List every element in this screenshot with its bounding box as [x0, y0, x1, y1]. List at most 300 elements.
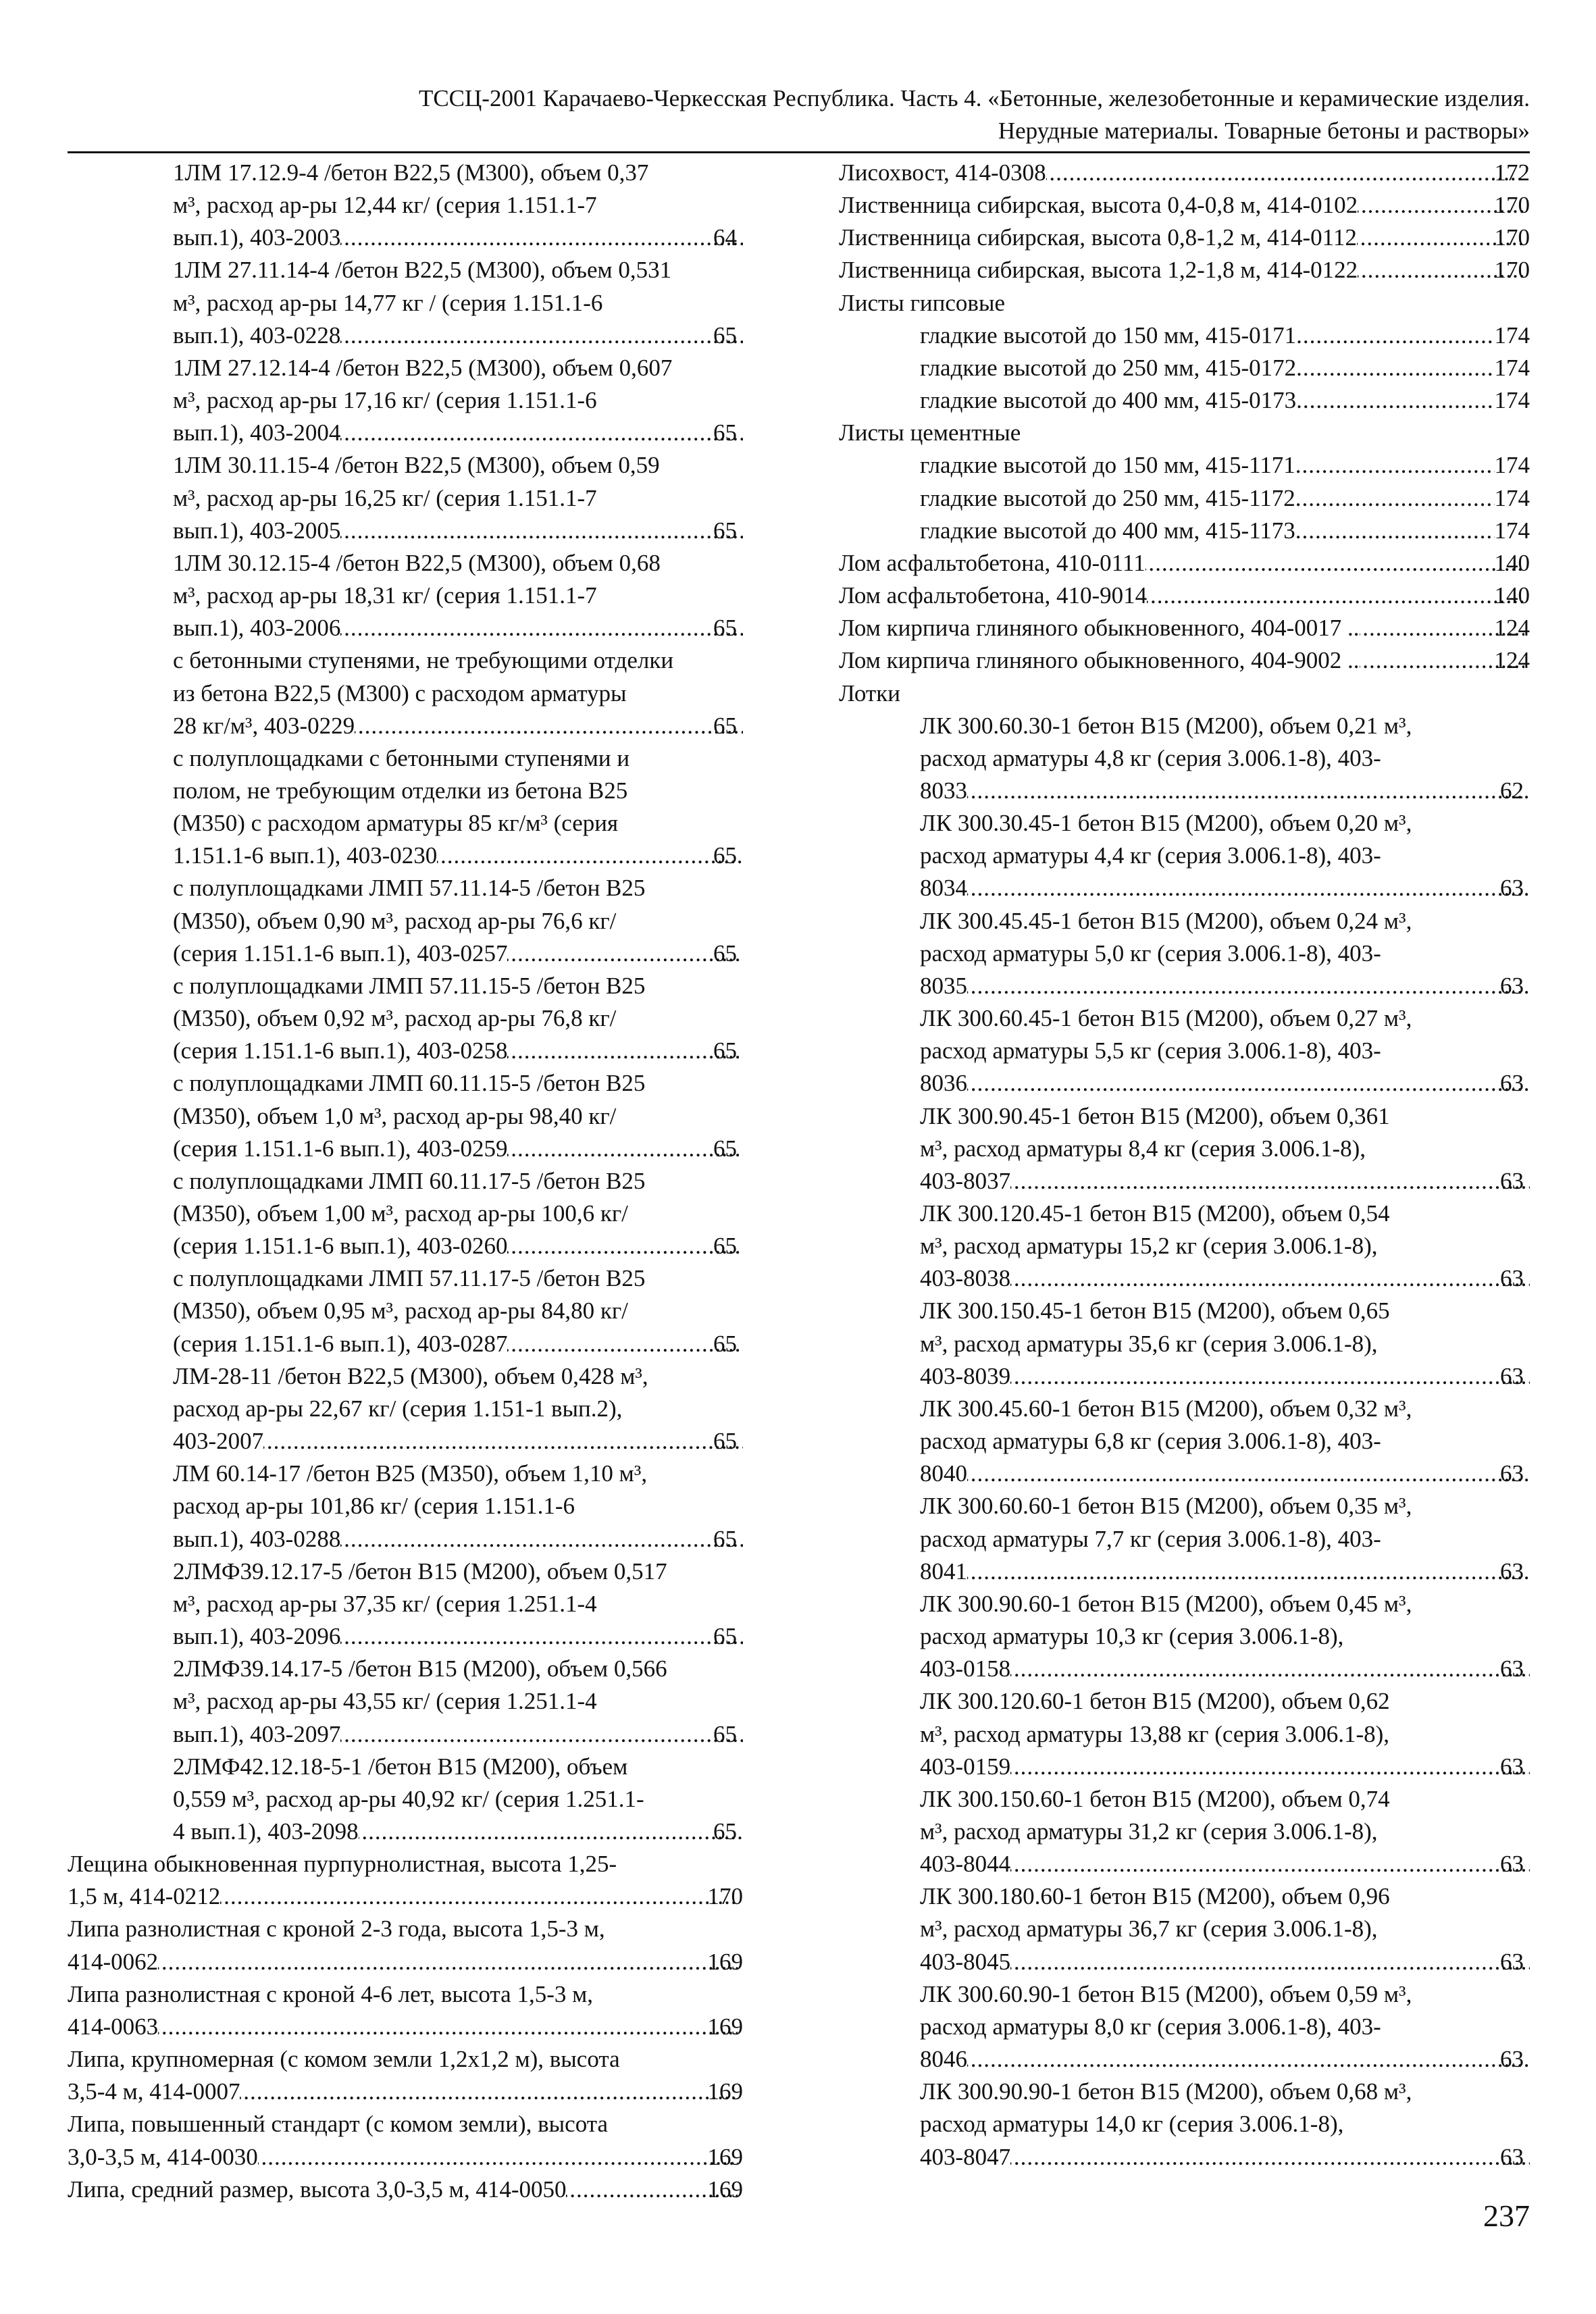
- entry-line: 1.151.1-6 вып.1), 403-0230 ..... 65: [203, 840, 743, 872]
- dot-leader: [1010, 1360, 1530, 1393]
- index-entry: [68, 254, 743, 351]
- entry-line: (серия 1.151.1-6 вып.1), 403-0257 ..... 65: [203, 937, 743, 970]
- entry-line: [920, 1393, 1530, 1425]
- index-entry: [839, 1100, 1530, 1198]
- entry-text: с полуплощадками ЛМП 57.11.17-5 /бетон В25: [173, 1265, 646, 1292]
- entry-line: [920, 1490, 1530, 1522]
- entry-line: [173, 905, 743, 937]
- entry-text: вып.1), 403-2097: [173, 1720, 341, 1747]
- entry-text: расход ар-ры 101,86 кг/ (серия 1.151.1-6: [173, 1493, 575, 1520]
- entry-line: [173, 970, 743, 1002]
- page-reference: 140: [1494, 582, 1530, 609]
- index-entry: [839, 1783, 1530, 1880]
- entry-line: [920, 1002, 1530, 1035]
- page-reference: 170: [1494, 257, 1530, 284]
- entry-text: 3,5-4 м, 414-0007: [68, 2078, 240, 2105]
- entry-line: [920, 742, 1530, 775]
- entry-line: [68, 2011, 743, 2043]
- index-entry: [68, 872, 743, 969]
- entry-line: [173, 189, 743, 222]
- entry-text: м³, расход ар-ры 18,31 кг/ (серия 1.151.1-7: [173, 582, 597, 609]
- entry-text: (М350), объем 0,95 м³, расход ар-ры 84,80 кг/: [173, 1297, 628, 1325]
- index-entry: [68, 352, 743, 449]
- entry-line: [839, 254, 1530, 286]
- entry-line: [920, 1035, 1530, 1067]
- entry-text: 403-8047: [920, 2143, 1011, 2170]
- entry-text: ЛК 300.60.45-1 бетон В15 (М200), объем 0,27 м³,: [920, 1005, 1412, 1032]
- entry-line: [173, 1198, 743, 1230]
- dot-leader: [340, 222, 743, 254]
- entry-text: ЛК 300.45.60-1 бетон В15 (М200), объем 0,32 м³,: [920, 1395, 1412, 1422]
- entry-line: [920, 1816, 1530, 1848]
- page-reference: 174: [1494, 517, 1530, 544]
- entry-line: [920, 1328, 1530, 1360]
- entry-text: с полуплощадками ЛМП 57.11.14-5 /бетон В25: [173, 875, 646, 902]
- entry-line: [839, 157, 1530, 189]
- entry-text: м³, расход арматуры 15,2 кг (серия 3.006.1-8),: [920, 1233, 1378, 1260]
- entry-text: ЛМ-28-11 /бетон В22,5 (М300), объем 0,428 м³,: [173, 1362, 648, 1389]
- header-rule: [68, 151, 1530, 153]
- entry-text: из бетона В22,5 (М300) с расходом арматуры: [173, 679, 627, 706]
- entry-text: ЛК 300.45.45-1 бетон В15 (М200), объем 0,24 м³,: [920, 907, 1412, 934]
- entry-text: 0,559 м³, расход ар-ры 40,92 кг/ (серия 1.251.1-: [173, 1785, 644, 1812]
- entry-line: [920, 384, 1530, 417]
- entry-line: [173, 807, 743, 840]
- entry-text: расход арматуры 14,0 кг (серия 3.006.1-8),: [920, 2111, 1344, 2138]
- entry-line: 403-8039 ..... 63: [950, 1360, 1530, 1393]
- dot-leader: [340, 1620, 743, 1653]
- dot-leader: [1296, 319, 1494, 352]
- entry-line: [173, 1588, 743, 1620]
- index-entry: [68, 1848, 743, 1913]
- page-reference: 174: [1494, 322, 1530, 349]
- index-entry: [839, 580, 1530, 612]
- entry-text: расход арматуры 5,0 кг (серия 3.006.1-8), 403-: [920, 940, 1381, 967]
- entry-line: (серия 1.151.1-6 вып.1), 403-0287 ..... 65: [203, 1328, 743, 1360]
- entry-line: 8034 ..... 63: [950, 872, 1530, 904]
- index-entry: [68, 1555, 743, 1653]
- entry-text: м³, расход ар-ры 43,55 кг/ (серия 1.251.1-4: [173, 1688, 597, 1715]
- entry-text: расход арматуры 4,4 кг (серия 3.006.1-8), 403-: [920, 842, 1381, 869]
- dot-leader: [359, 1816, 743, 1848]
- entry-text: м³, расход арматуры 8,4 кг (серия 3.006.1-8),: [920, 1135, 1366, 1162]
- entry-text: ЛК 300.90.60-1 бетон В15 (М200), объем 0,45 м³,: [920, 1590, 1412, 1617]
- entry-line: [839, 189, 1530, 222]
- entry-text: 403-0158: [920, 1655, 1011, 1682]
- entry-text: 414-0063: [68, 2013, 159, 2040]
- index-column-right: [839, 157, 1530, 2174]
- index-entry: [839, 644, 1530, 677]
- entry-line: 4 вып.1), 403-2098 ..... 65: [203, 1816, 743, 1848]
- entry-text: 4 вып.1), 403-2098: [173, 1818, 359, 1845]
- entry-text: гладкие высотой до 250 мм, 415-1172: [920, 484, 1295, 511]
- entry-line: 8046 ..... 63: [950, 2043, 1530, 2076]
- dot-leader: [1295, 515, 1495, 547]
- entry-text: ЛК 300.150.60-1 бетон В15 (М200), объем 0,74: [920, 1785, 1390, 1812]
- dot-leader: [967, 1067, 1530, 1100]
- index-entry: [839, 352, 1530, 384]
- entry-line: [68, 1913, 743, 1945]
- dot-leader: [1010, 1653, 1530, 1685]
- entry-line: [173, 1653, 743, 1685]
- dot-leader: [1147, 580, 1524, 612]
- entry-line: [920, 1588, 1530, 1620]
- page-reference: 174: [1494, 387, 1530, 414]
- dot-leader: [507, 937, 743, 970]
- entry-line: [920, 1880, 1530, 1913]
- entry-line: [68, 1978, 743, 2011]
- index-entry: [68, 157, 743, 254]
- entry-text: расход арматуры 10,3 кг (серия 3.006.1-8),: [920, 1623, 1344, 1650]
- entry-text: 403-2007: [173, 1428, 264, 1455]
- entry-line: [920, 1295, 1530, 1327]
- entry-line: [173, 254, 743, 286]
- entry-line: [173, 1751, 743, 1783]
- entry-line: [920, 2011, 1530, 2043]
- index-entry: [68, 1165, 743, 1262]
- page-reference: 170: [1494, 224, 1530, 251]
- entry-line: [920, 905, 1530, 937]
- entry-text: 1,5 м, 414-0212: [68, 1883, 221, 1910]
- entry-line: [173, 1555, 743, 1588]
- entry-line: [173, 482, 743, 515]
- dot-leader: [1295, 449, 1495, 482]
- entry-line: 8040 ..... 63: [950, 1458, 1530, 1490]
- entry-line: 8041 ..... 63: [950, 1555, 1530, 1588]
- dot-leader: [967, 775, 1530, 807]
- entry-text: 8036: [920, 1070, 967, 1097]
- entry-line: [839, 612, 1530, 644]
- entry-text: полом, не требующим отделки из бетона В25: [173, 777, 628, 804]
- entry-line: вып.1), 403-2005 ..... 65: [203, 515, 743, 547]
- index-entry: [68, 1653, 743, 1750]
- entry-line: вып.1), 403-2006 ..... 65: [203, 612, 743, 644]
- entry-line: [920, 515, 1530, 547]
- index-entry: [68, 2174, 743, 2206]
- page-reference: 170: [1494, 192, 1530, 219]
- entry-line: [68, 1946, 743, 1978]
- entry-line: [920, 2108, 1530, 2140]
- entry-line: [920, 1978, 1530, 2011]
- index-column-left: [68, 157, 743, 2206]
- entry-text: 2ЛМФ39.14.17-5 /бетон В15 (М200), объем 0,566: [173, 1655, 667, 1682]
- entry-text: 403-8038: [920, 1265, 1011, 1292]
- entry-text: ЛК 300.150.45-1 бетон В15 (М200), объем 0,65: [920, 1297, 1390, 1325]
- index-entry: [68, 1067, 743, 1164]
- entry-text: ЛК 300.90.90-1 бетон В15 (М200), объем 0,68 м³,: [920, 2078, 1412, 2105]
- entry-line: [173, 157, 743, 189]
- entry-text: ЛК 300.120.60-1 бетон В15 (М200), объем 0,62: [920, 1688, 1390, 1715]
- dot-leader: [1296, 352, 1494, 384]
- entry-text: (серия 1.151.1-6 вып.1), 403-0260: [173, 1233, 508, 1260]
- entry-text: вып.1), 403-0228: [173, 322, 341, 349]
- entry-line: [173, 384, 743, 417]
- dot-leader: [1296, 384, 1494, 417]
- index-entry: [68, 1262, 743, 1360]
- entry-line: [173, 1295, 743, 1327]
- entry-text: м³, расход ар-ры 12,44 кг/ (серия 1.151.1-7: [173, 192, 597, 219]
- entry-text: (серия 1.151.1-6 вып.1), 403-0258: [173, 1037, 508, 1064]
- entry-line: вып.1), 403-2096 ..... 65: [203, 1620, 743, 1653]
- entry-line: [173, 1100, 743, 1133]
- entry-text: 8034: [920, 875, 967, 902]
- entry-text: ЛК 300.180.60-1 бетон В15 (М200), объем 0,96: [920, 1883, 1390, 1910]
- entry-text: ЛК 300.60.90-1 бетон В15 (М200), объем 0,59 м³,: [920, 1980, 1412, 2007]
- entry-line: [839, 222, 1530, 254]
- index-entry: [839, 1490, 1530, 1587]
- entry-line: [173, 1067, 743, 1100]
- entry-text: с бетонными ступенями, не требующими отделки: [173, 647, 674, 674]
- entry-line: (серия 1.151.1-6 вып.1), 403-0260 ..... 65: [203, 1230, 743, 1262]
- entry-text: расход арматуры 8,0 кг (серия 3.006.1-8), 403-: [920, 2013, 1381, 2040]
- entry-text: вып.1), 403-2006: [173, 615, 341, 642]
- entry-text: гладкие высотой до 400 мм, 415-1173: [920, 517, 1295, 544]
- entry-text: 28 кг/м³, 403-0229: [173, 712, 355, 739]
- heading-text: Листы цементные: [839, 419, 1021, 446]
- running-header: [68, 82, 1530, 147]
- entry-text: вып.1), 403-2003: [173, 224, 341, 251]
- entry-line: [68, 1880, 743, 1913]
- entry-line: [173, 1458, 743, 1490]
- entry-text: 1.151.1-6 вып.1), 403-0230: [173, 842, 438, 869]
- entry-line: [173, 547, 743, 580]
- index-entry: [68, 1751, 743, 1848]
- entry-text: 8040: [920, 1460, 967, 1487]
- index-entry: [839, 482, 1530, 515]
- entry-text: 1ЛМ 27.11.14-4 /бетон В22,5 (М300), объем 0,531: [173, 257, 672, 284]
- entry-text: (серия 1.151.1-6 вып.1), 403-0287: [173, 1330, 508, 1357]
- entry-line: [839, 580, 1530, 612]
- entry-line: [920, 1685, 1530, 1718]
- header-line-1: ТССЦ-2001 Карачаево-Черкесская Республика. Часть 4. «Бетонные, железобетонные и керамические изделия.: [418, 85, 1530, 111]
- entry-text: расход ар-ры 22,67 кг/ (серия 1.151-1 вып.2),: [173, 1395, 623, 1422]
- entry-line: [173, 1783, 743, 1816]
- entry-text: гладкие высотой до 250 мм, 415-0172: [920, 354, 1297, 381]
- entry-line: вып.1), 403-2097 ..... 65: [203, 1718, 743, 1751]
- page-reference: 174: [1494, 452, 1530, 479]
- dot-leader: [340, 1523, 743, 1555]
- entry-text: 403-8039: [920, 1362, 1011, 1389]
- entry-text: расход арматуры 5,5 кг (серия 3.006.1-8), 403-: [920, 1037, 1381, 1064]
- entry-text: 403-0159: [920, 1753, 1011, 1780]
- index-entry: [839, 1198, 1530, 1295]
- entry-line: [920, 1913, 1530, 1945]
- entry-line: [173, 644, 743, 677]
- index-entry: [68, 1458, 743, 1555]
- entry-line: [173, 287, 743, 319]
- entry-text: 403-8037: [920, 1167, 1011, 1194]
- dot-leader: [340, 417, 743, 449]
- dot-leader: [507, 1035, 743, 1067]
- index-entry: [839, 189, 1530, 222]
- entry-line: [68, 2141, 743, 2174]
- entry-text: ЛК 300.30.45-1 бетон В15 (М200), объем 0,20 м³,: [920, 810, 1412, 837]
- entry-text: м³, расход ар-ры 14,77 кг / (серия 1.151.1-6: [173, 289, 603, 316]
- index-entry: [839, 547, 1530, 580]
- page-reference: 174: [1494, 484, 1530, 511]
- page-reference: 140: [1494, 549, 1530, 576]
- entry-line: [173, 1685, 743, 1718]
- entry-line: [173, 449, 743, 482]
- dot-leader: [220, 1880, 737, 1913]
- entry-text: Лещина обыкновенная пурпурнолистная, высота 1,25-: [68, 1851, 617, 1878]
- entry-text: гладкие высотой до 400 мм, 415-0173: [920, 387, 1297, 414]
- entry-text: ЛК 300.120.45-1 бетон В15 (М200), объем 0,54: [920, 1200, 1390, 1227]
- entry-line: 403-0159 ..... 63: [950, 1751, 1530, 1783]
- dot-leader: [1010, 1946, 1530, 1978]
- entry-text: Лом асфальтобетона, 410-9014: [839, 582, 1148, 609]
- index-entry: [68, 1978, 743, 2043]
- index-entry: [839, 449, 1530, 482]
- entry-text: вып.1), 403-2005: [173, 517, 341, 544]
- entry-text: м³, расход арматуры 13,88 кг (серия 3.006.1-8),: [920, 1720, 1390, 1747]
- entry-line: [920, 1425, 1530, 1458]
- entry-text: (М350), объем 1,00 м³, расход ар-ры 100,6 кг/: [173, 1200, 628, 1227]
- entry-line: вып.1), 403-0288 ..... 65: [203, 1523, 743, 1555]
- entry-text: 1ЛМ 27.12.14-4 /бетон В22,5 (М300), объем 0,607: [173, 354, 673, 381]
- entry-line: 403-0158 ..... 63: [950, 1653, 1530, 1685]
- page-reference: 169: [707, 2013, 743, 2040]
- dot-leader: [158, 1946, 737, 1978]
- index-entry: [68, 2108, 743, 2173]
- dot-leader: [967, 1555, 1530, 1588]
- entry-text: ЛК 300.90.45-1 бетон В15 (М200), объем 0,361: [920, 1102, 1390, 1129]
- entry-text: Лиственница сибирская, высота 0,8-1,2 м, 414-0112: [839, 224, 1357, 251]
- entry-text: с полуплощадками ЛМП 60.11.15-5 /бетон В25: [173, 1070, 646, 1097]
- index-entry: [839, 807, 1530, 904]
- entry-text: ЛК 300.60.30-1 бетон В15 (М200), объем 0,21 м³,: [920, 712, 1412, 739]
- dot-leader: [340, 515, 743, 547]
- entry-text: с полуплощадками с бетонными ступенями и: [173, 744, 630, 771]
- entry-line: [920, 937, 1530, 970]
- entry-text: м³, расход ар-ры 16,25 кг/ (серия 1.151.1-7: [173, 484, 597, 511]
- entry-text: Лом кирпича глиняного обыкновенного, 404-0017 ..: [839, 615, 1360, 642]
- dot-leader: [507, 1133, 743, 1165]
- entry-line: [920, 449, 1530, 482]
- entry-text: расход арматуры 6,8 кг (серия 3.006.1-8), 403-: [920, 1428, 1381, 1455]
- entry-line: [173, 580, 743, 612]
- dot-leader: [967, 2043, 1530, 2076]
- dot-leader: [507, 1328, 743, 1360]
- entry-line: [920, 482, 1530, 515]
- entry-text: ЛК 300.60.60-1 бетон В15 (М200), объем 0,35 м³,: [920, 1493, 1412, 1520]
- dot-leader: [1010, 2141, 1530, 2174]
- entry-line: [173, 1490, 743, 1522]
- index-entry: [839, 612, 1530, 644]
- entry-text: расход арматуры 7,7 кг (серия 3.006.1-8), 403-: [920, 1525, 1381, 1552]
- dot-leader: [967, 872, 1530, 904]
- entry-text: вып.1), 403-2004: [173, 419, 341, 446]
- dot-leader: [967, 970, 1530, 1002]
- entry-text: 2ЛМФ39.12.17-5 /бетон В15 (М200), объем 0,517: [173, 1558, 667, 1585]
- index-entry: [68, 1360, 743, 1458]
- entry-text: Липа разнолистная с кроной 4-6 лет, высота 1,5-3 м,: [68, 1980, 593, 2007]
- entry-text: вып.1), 403-0288: [173, 1525, 341, 1552]
- entry-text: Лисохвост, 414-0308: [839, 159, 1046, 186]
- entry-text: 8035: [920, 972, 967, 999]
- index-heading: [839, 287, 1530, 319]
- index-entry: [68, 547, 743, 644]
- entry-text: 1ЛМ 30.12.15-4 /бетон В22,5 (М300), объем 0,68: [173, 549, 661, 576]
- entry-text: м³, расход арматуры 31,2 кг (серия 3.006.1-8),: [920, 1818, 1378, 1845]
- page-reference: 172: [1494, 159, 1530, 186]
- entry-text: Лиственница сибирская, высота 1,2-1,8 м, 414-0122: [839, 257, 1358, 284]
- entry-text: м³, расход арматуры 36,7 кг (серия 3.006.1-8),: [920, 1916, 1378, 1943]
- entry-line: 403-8047 ..... 63: [950, 2141, 1530, 2174]
- entry-line: 403-2007 ..... 65: [203, 1425, 743, 1458]
- entry-line: [920, 1620, 1530, 1653]
- entry-line: [920, 319, 1530, 352]
- entry-text: 403-8044: [920, 1851, 1011, 1878]
- page-reference: 169: [707, 2176, 743, 2203]
- dot-leader: [263, 1425, 743, 1458]
- entry-line: [920, 1198, 1530, 1230]
- dot-leader: [158, 2011, 737, 2043]
- entry-text: (серия 1.151.1-6 вып.1), 403-0257: [173, 940, 508, 967]
- entry-text: с полуплощадками ЛМП 60.11.17-5 /бетон В25: [173, 1167, 646, 1194]
- heading-text: Лотки: [839, 679, 900, 706]
- entry-line: вып.1), 403-2004 ..... 65: [203, 417, 743, 449]
- entry-line: вып.1), 403-2003 ..... 64: [203, 222, 743, 254]
- entry-text: м³, расход арматуры 35,6 кг (серия 3.006.1-8),: [920, 1330, 1378, 1357]
- entry-line: [173, 872, 743, 904]
- entry-text: (М350), объем 0,92 м³, расход ар-ры 76,8 кг/: [173, 1005, 617, 1032]
- entry-line: [920, 807, 1530, 840]
- entry-line: [68, 1848, 743, 1880]
- entry-line: [920, 840, 1530, 872]
- entry-line: [68, 2108, 743, 2140]
- entry-line: [173, 352, 743, 384]
- entry-text: м³, расход ар-ры 37,35 кг/ (серия 1.251.1-4: [173, 1590, 597, 1617]
- page-reference: 174: [1494, 354, 1530, 381]
- entry-text: (серия 1.151.1-6 вып.1), 403-0259: [173, 1135, 508, 1162]
- index-entry: [839, 1295, 1530, 1392]
- index-entry: [839, 1880, 1530, 1978]
- entry-text: 8033: [920, 777, 967, 804]
- entry-line: [173, 775, 743, 807]
- entry-line: [68, 2174, 743, 2206]
- entry-line: [920, 2076, 1530, 2108]
- entry-text: Липа разнолистная с кроной 2-3 года, высота 1,5-3 м,: [68, 1916, 605, 1943]
- index-heading: [839, 677, 1530, 710]
- entry-text: Липа, крупномерная (с комом земли 1,2х1,2 м), высота: [68, 2046, 620, 2073]
- dot-leader: [340, 319, 743, 352]
- entry-line: [920, 1783, 1530, 1816]
- dot-leader: [340, 1718, 743, 1751]
- page-number: 237: [1483, 2199, 1530, 2233]
- entry-text: 1ЛМ 17.12.9-4 /бетон В22,5 (М300), объем 0,37: [173, 159, 649, 186]
- entry-line: 8033 ..... 62: [950, 775, 1530, 807]
- dot-leader: [1145, 547, 1524, 580]
- index-entry: [839, 1978, 1530, 2076]
- index-entry: [839, 1588, 1530, 1685]
- dot-leader: [967, 1458, 1530, 1490]
- entry-text: 1ЛМ 30.11.15-4 /бетон В22,5 (М300), объем 0,59: [173, 452, 660, 479]
- entry-text: 2ЛМФ42.12.18-5-1 /бетон В15 (М200), объем: [173, 1753, 628, 1780]
- index-entry: [839, 157, 1530, 189]
- entry-text: 414-0062: [68, 1948, 159, 1975]
- dot-leader: [355, 710, 743, 742]
- entry-line: 8035 ..... 63: [950, 970, 1530, 1002]
- index-entry: [839, 222, 1530, 254]
- entry-text: 3,0-3,5 м, 414-0030: [68, 2143, 258, 2170]
- entry-line: [920, 1230, 1530, 1262]
- entry-line: (серия 1.151.1-6 вып.1), 403-0258 ..... 65: [203, 1035, 743, 1067]
- entry-text: Лом асфальтобетона, 410-0111: [839, 549, 1145, 576]
- entry-line: [173, 1262, 743, 1295]
- entry-line: вып.1), 403-0228 ..... 65: [203, 319, 743, 352]
- entry-text: (М350), объем 1,0 м³, расход ар-ры 98,40 кг/: [173, 1102, 617, 1129]
